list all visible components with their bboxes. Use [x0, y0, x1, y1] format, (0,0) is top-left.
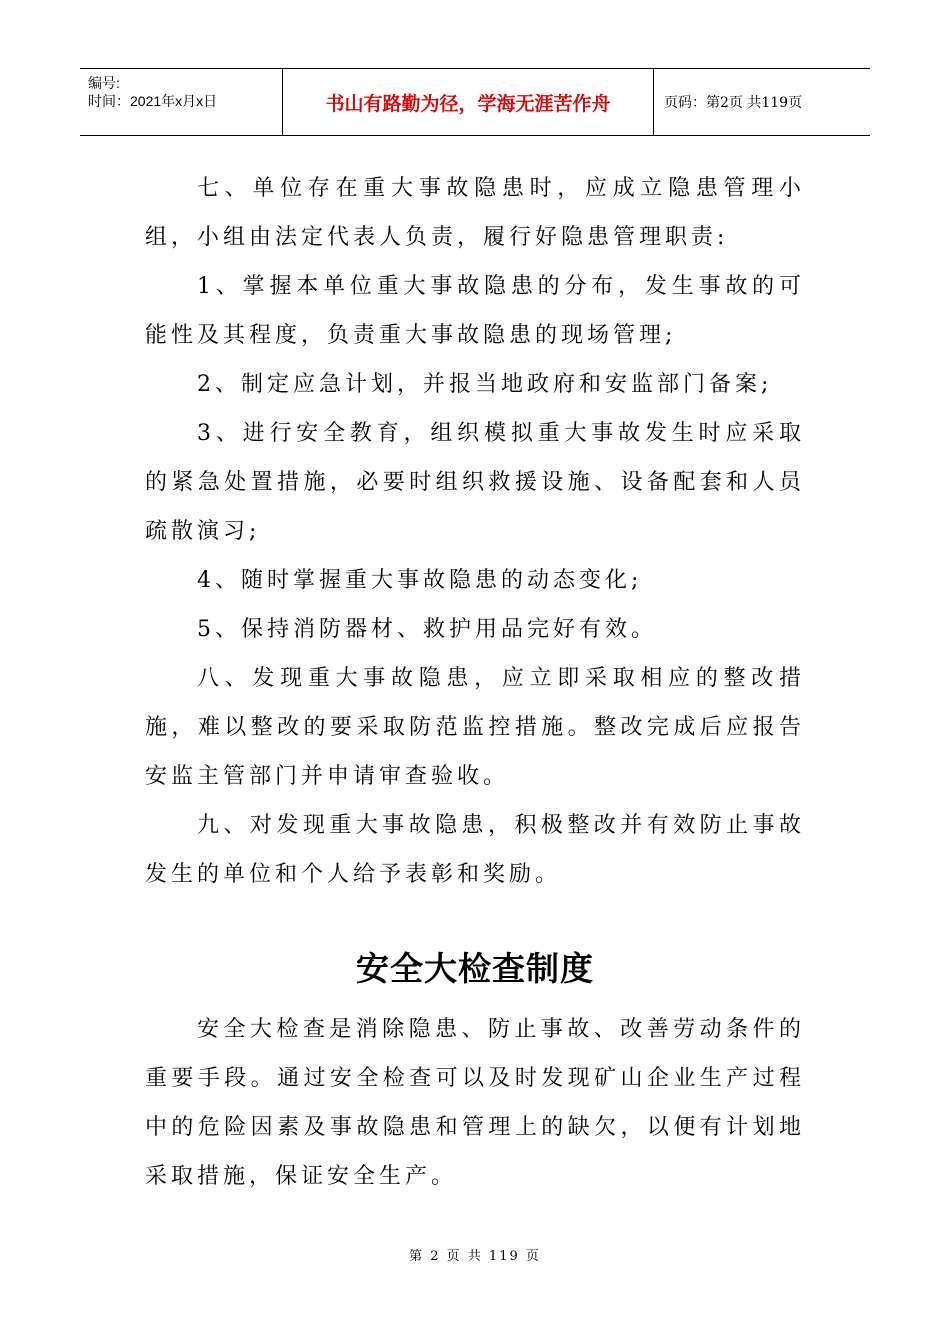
- paragraph: 5、保持消防器材、救护用品完好有效。: [197, 617, 657, 642]
- page-footer: 第 2 页 共 119 页: [409, 1249, 541, 1264]
- section-paragraph: 安全大检查是消除隐患、防止事故、改善劳动条件的重要手段。通过安全检查可以及时发现矿山企业生产过程中的危险因素及事故隐患和管理上的缺欠，以便有计划地采取措施，保证安全生产。: [145, 1017, 805, 1189]
- document-number-label: 编号:: [88, 75, 120, 91]
- document-date-label: 时间：2021年x月x日: [88, 93, 218, 109]
- paragraph: 九、对发现重大事故隐患，积极整改并有效防止事故发生的单位和个人给予表彰和奖励。: [145, 813, 805, 887]
- header-page-info: 页码：第2页 共119页: [664, 95, 803, 111]
- paragraph: 1、掌握本单位重大事故隐患的分布，发生事故的可能性及其程度，负责重大事故隐患的现场管理;: [145, 274, 805, 348]
- header-meta: [80, 69, 283, 135]
- section-title: 安全大检查制度: [356, 949, 594, 988]
- paragraph: 八、发现重大事故隐患，应立即采取相应的整改措施，难以整改的要采取防范监控措施。整改完成后应报告安监主管部门并申请审查验收。: [145, 666, 805, 789]
- paragraph: 2、制定应急计划，并报当地政府和安监部门备案;: [197, 372, 773, 397]
- paragraph: 4、随时掌握重大事故隐患的动态变化;: [197, 568, 643, 593]
- page-header: [80, 68, 870, 136]
- paragraph: 七、单位存在重大事故隐患时，应成立隐患管理小组，小组由法定代表人负责，履行好隐患管理职责:: [145, 176, 805, 250]
- document-body: [145, 164, 805, 1201]
- paragraph: 3、进行安全教育，组织模拟重大事故发生时应采取的紧急处置措施，必要时组织救援设施、设备配套和人员疏散演习;: [145, 421, 805, 544]
- header-motto: 书山有路勤为径，学海无涯苦作舟: [283, 69, 654, 135]
